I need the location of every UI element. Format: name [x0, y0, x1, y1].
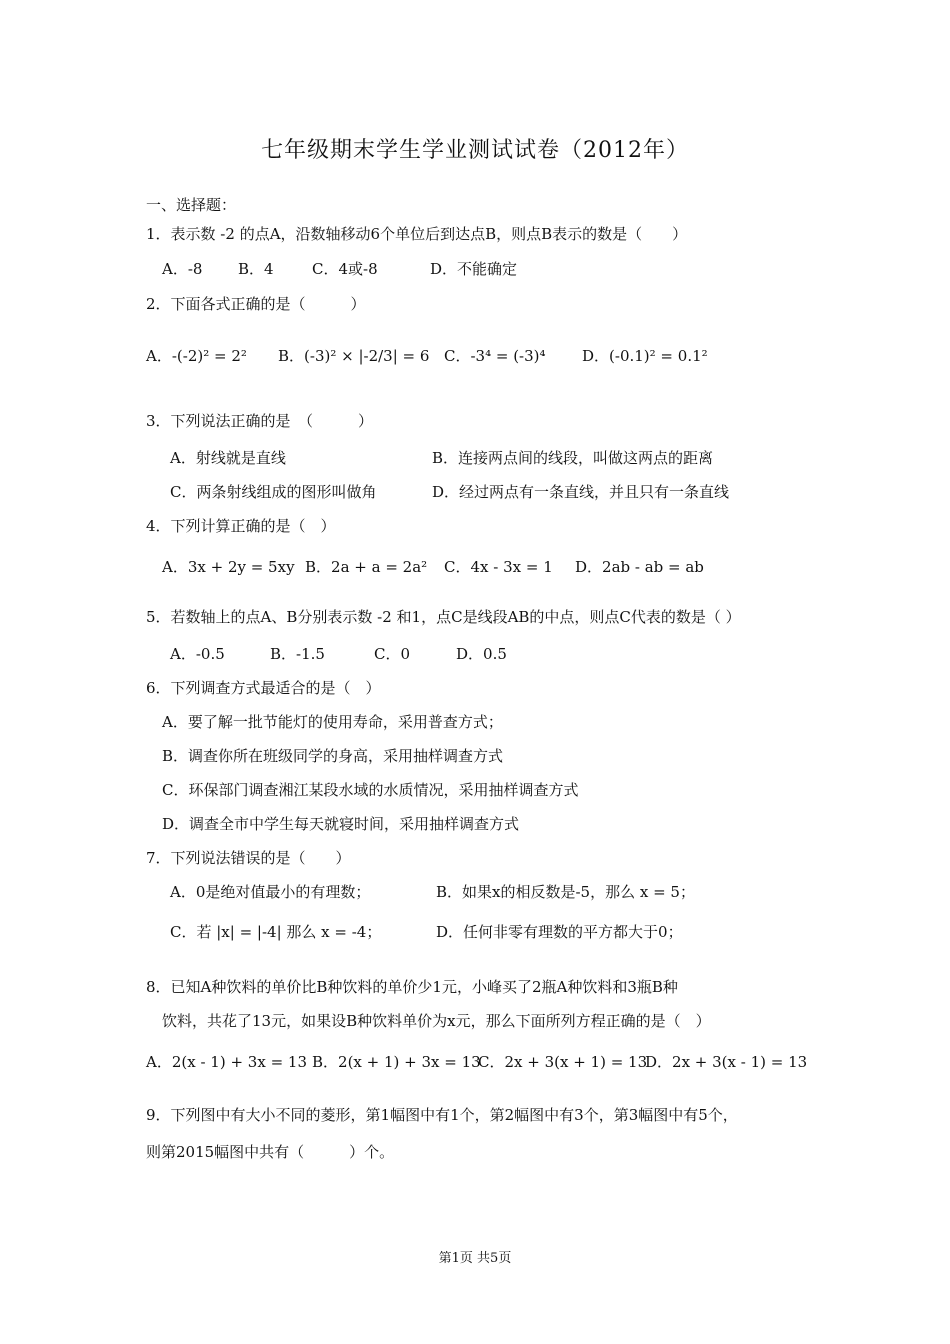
q1-option-b: B．4: [238, 260, 274, 278]
q4-stem: 4．下列计算正确的是（ ）: [146, 517, 336, 535]
q1-option-c: C．4或-8: [312, 260, 378, 278]
q1-option-d: D．不能确定: [430, 260, 518, 278]
q4-option-d: D．2ab - ab = ab: [575, 558, 704, 576]
q7-option-d: D．任何非零有理数的平方都大于0；: [436, 923, 683, 941]
q6-option-c: C．环保部门调查湘江某段水域的水质情况，采用抽样调查方式: [162, 781, 579, 799]
q7-option-c: C．若 |x| = |-4| 那么 x = -4；: [170, 923, 382, 941]
q2-option-b: B．(-3)² × |-2/3| = 6: [278, 347, 430, 365]
q6-option-a: A．要了解一批节能灯的使用寿命，采用普查方式；: [162, 713, 503, 731]
q2-stem: 2．下面各式正确的是（ ）: [146, 295, 366, 313]
q3-stem: 3．下列说法正确的是 （ ）: [146, 412, 374, 430]
q8-option-c: C．2x + 3(x + 1) = 13: [478, 1053, 648, 1071]
q8-stem-line2: 饮料，共花了13元，如果设B种饮料单价为x元，那么下面所列方程正确的是（ ）: [162, 1012, 711, 1030]
q7-option-a: A．0是绝对值最小的有理数；: [170, 883, 371, 901]
q6-stem: 6．下列调查方式最适合的是（ ）: [146, 679, 381, 697]
q7-stem: 7．下列说法错误的是（ ）: [146, 849, 351, 867]
q2-option-d: D．(-0.1)² = 0.1²: [582, 347, 708, 365]
q8-option-d: D．2x + 3(x - 1) = 13: [645, 1053, 808, 1071]
q8-stem-line1: 8．已知A种饮料的单价比B种饮料的单价少1元，小峰买了2瓶A种饮料和3瓶B种: [146, 978, 678, 996]
q8-option-b: B．2(x + 1) + 3x = 13: [312, 1053, 481, 1071]
page-title: 七年级期末学生学业测试试卷（2012年）: [261, 138, 689, 163]
q5-stem: 5．若数轴上的点A、B分别表示数 -2 和1，点C是线段AB的中点，则点C代表的数是（ ）: [146, 608, 741, 626]
q6-option-d: D．调查全市中学生每天就寝时间，采用抽样调查方式: [162, 815, 520, 833]
q3-option-b: B．连接两点间的线段，叫做这两点的距离: [432, 449, 714, 467]
q2-option-a: A．-(-2)² = 2²: [146, 347, 247, 365]
q4-option-a: A．3x + 2y = 5xy: [162, 558, 295, 576]
q4-option-c: C．4x - 3x = 1: [444, 558, 553, 576]
q5-option-c: C．0: [374, 645, 411, 663]
q4-option-b: B．2a + a = 2a²: [305, 558, 428, 576]
q1-option-a: A．-8: [162, 260, 203, 278]
q9-stem-line2: 则第2015幅图中共有（ ）个。: [146, 1143, 395, 1161]
section-heading: 一、选择题：: [146, 196, 237, 214]
q9-stem-line1: 9．下列图中有大小不同的菱形，第1幅图中有1个，第2幅图中有3个，第3幅图中有5个，: [146, 1106, 738, 1124]
q5-option-b: B．-1.5: [270, 645, 325, 663]
q5-option-a: A．-0.5: [170, 645, 225, 663]
q1-stem: 1．表示数 -2 的点A，沿数轴移动6个单位后到达点B，则点B表示的数是（ ）: [146, 225, 688, 243]
page-footer: 第1页 共5页: [438, 1251, 512, 1266]
q3-option-a: A．射线就是直线: [170, 449, 286, 467]
q3-option-d: D．经过两点有一条直线，并且只有一条直线: [432, 483, 730, 501]
q7-option-b: B．如果x的相反数是-5，那么 x = 5；: [436, 883, 695, 901]
q5-option-d: D．0.5: [456, 645, 507, 663]
q6-option-b: B．调查你所在班级同学的身高，采用抽样调查方式: [162, 747, 504, 765]
q3-option-c: C．两条射线组成的图形叫做角: [170, 483, 377, 501]
q8-option-a: A．2(x - 1) + 3x = 13: [146, 1053, 307, 1071]
q2-option-c: C．-3⁴ = (-3)⁴: [444, 347, 546, 365]
